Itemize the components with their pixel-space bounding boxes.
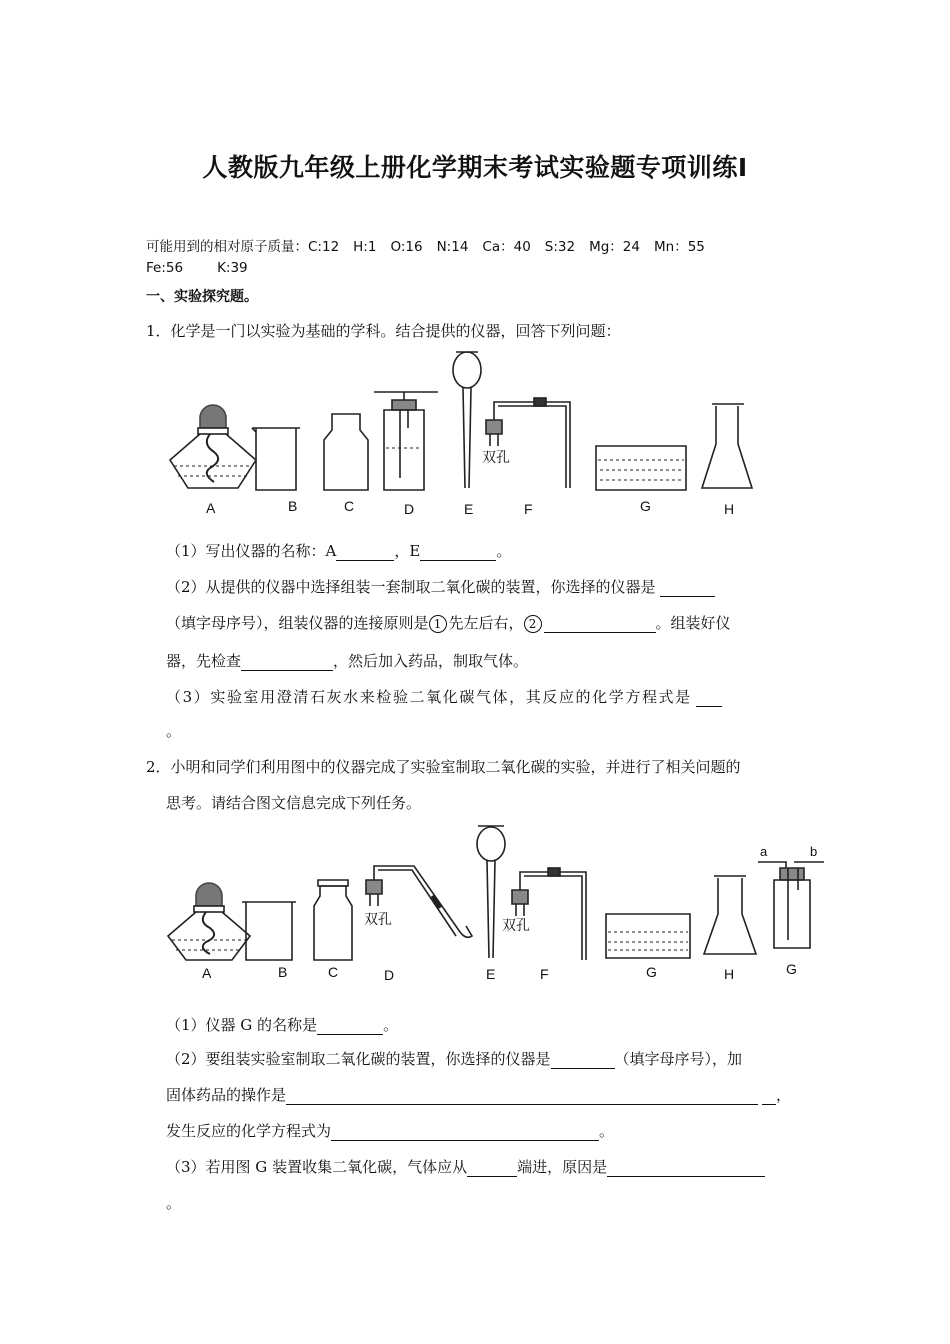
q2-sub2-text: 。	[599, 1122, 615, 1140]
q2-fig-label: B	[278, 964, 288, 980]
stopper-tube-icon	[486, 398, 570, 488]
separatory-funnel-icon	[477, 826, 505, 958]
q2-blank-operation-end	[762, 1089, 776, 1105]
q2-fig-label: E	[486, 966, 496, 982]
q2-sub2-line2	[166, 1084, 791, 1105]
q2-blank-operation[interactable]	[286, 1089, 758, 1105]
beaker-icon	[242, 902, 296, 960]
q2-sub2-text: （填字母序号），加	[614, 1050, 743, 1068]
wide-mouth-bottle-icon	[314, 880, 352, 960]
q1-sub2-text: ，然后加入药品，制取气体。	[333, 652, 529, 670]
q1-blank-check[interactable]	[241, 655, 333, 671]
q2-apparatus-figure	[160, 820, 840, 990]
q2-sub2-line1	[166, 1048, 742, 1069]
q2-stem-line2: 思考。请结合图文信息完成下列任务。	[166, 794, 422, 812]
q1-fig-label: F	[524, 501, 533, 517]
atomic-mass-line-1	[146, 235, 719, 255]
q1-blank-equation[interactable]	[696, 691, 722, 707]
atomic-mass-item: S:32	[544, 239, 576, 255]
q1-fig-label: G	[640, 498, 651, 514]
q2-fig-label: G	[786, 961, 797, 977]
port-b-label: b	[810, 844, 818, 859]
q2-sub1-text: 。	[383, 1016, 399, 1034]
alcohol-lamp-icon	[170, 405, 256, 488]
q1-blank-a[interactable]	[336, 545, 394, 561]
q1-fig-label: H	[724, 501, 735, 517]
q2-sub3-line2: 。	[166, 1194, 182, 1212]
page-title: 人教版九年级上册化学期末考试实验题专项训练Ⅰ	[202, 153, 748, 182]
q1-fig-label: A	[206, 500, 216, 516]
circle-number-2: 2	[524, 615, 542, 633]
conical-flask-icon	[704, 876, 756, 954]
q2-blank-equation[interactable]	[331, 1125, 599, 1141]
q1-sub1-text-b: ，E	[394, 542, 421, 560]
q2-blank-name[interactable]	[317, 1019, 383, 1035]
q2-fig-tube-text-1: 双孔	[364, 911, 392, 927]
q2-sub3-text: （3）若用图 G 装置收集二氧化碳，气体应从	[166, 1158, 468, 1176]
q2-sub1	[166, 1014, 398, 1035]
q2-blank-apparatus[interactable]	[551, 1053, 615, 1069]
q1-fig-label: B	[288, 498, 298, 514]
conical-flask-icon	[702, 404, 752, 488]
atomic-mass-item: C:12	[308, 239, 340, 255]
beaker-icon	[252, 428, 300, 490]
q2-blank-reason[interactable]	[607, 1161, 765, 1177]
water-trough-icon	[596, 446, 686, 490]
q2-sub3-line1	[166, 1156, 765, 1177]
q1-sub2-text: （填字母序号），组装仪器的连接原则是	[166, 614, 429, 632]
gas-collection-bottle-icon	[758, 862, 824, 948]
separatory-funnel-icon	[453, 352, 481, 488]
q2-fig-label: H	[724, 966, 735, 982]
q1-sub2-line2	[166, 612, 731, 633]
atomic-mass-item: H:1	[353, 239, 377, 255]
q2-fig-label: G	[646, 964, 657, 980]
q2-fig-label: A	[202, 965, 212, 981]
q1-sub3-line2: 。	[166, 722, 182, 740]
q1-fig-label: C	[344, 498, 355, 514]
water-trough-icon	[606, 914, 690, 958]
section-heading: 一、实验探究题。	[146, 289, 258, 305]
q1-sub2-text: 先左后右，	[448, 614, 524, 632]
q1-sub1	[166, 540, 511, 561]
q1-blank-apparatus[interactable]	[660, 581, 715, 597]
port-a-label: a	[760, 844, 768, 859]
q1-sub2-text: 器，先检查	[166, 652, 242, 670]
q1-sub1-text-a: （1）写出仪器的名称：A	[166, 542, 337, 560]
q2-fig-tube-text-2: 双孔	[502, 917, 530, 933]
q2-fig-label: F	[540, 966, 549, 982]
wide-mouth-bottle-icon	[324, 414, 368, 490]
q1-sub2-line3	[166, 650, 528, 671]
q2-sub2-text: 发生反应的化学方程式为	[166, 1122, 332, 1140]
circle-number-1: 1	[429, 615, 447, 633]
gas-washing-bottle-icon	[374, 392, 438, 490]
q2-stem-line1: 2．小明和同学们利用图中的仪器完成了实验室制取二氧化碳的实验，并进行了相关问题的	[146, 758, 741, 776]
alcohol-lamp-icon	[168, 883, 250, 960]
q2-sub2-text: ，	[776, 1086, 792, 1104]
atomic-mass-item: K:39	[217, 260, 248, 276]
atomic-mass-line-2	[146, 260, 262, 276]
q1-blank-principle[interactable]	[544, 617, 656, 633]
q1-sub1-text-c: 。	[496, 542, 512, 560]
q1-sub3-text: （3）实验室用澄清石灰水来检验二氧化碳气体，其反应的化学方程式是	[166, 688, 692, 706]
q1-sub2-text: 。组装好仪	[655, 614, 731, 632]
atomic-mass-item: Mn：55	[654, 239, 705, 255]
q2-sub3-text: 端进，原因是	[517, 1158, 608, 1176]
q1-sub2-line1	[166, 576, 715, 597]
atomic-mass-label: 可能用到的相对原子质量：	[146, 239, 308, 255]
atomic-mass-item: O:16	[390, 239, 423, 255]
q2-sub2-line3	[166, 1120, 614, 1141]
atomic-mass-item: N:14	[436, 239, 469, 255]
q1-blank-e[interactable]	[420, 545, 496, 561]
stopper-tube-icon	[512, 868, 586, 960]
q1-sub3-line1	[166, 686, 722, 707]
q1-fig-label: D	[404, 501, 415, 517]
q1-fig-tube-text: 双孔	[482, 449, 510, 465]
q2-blank-port[interactable]	[467, 1161, 517, 1177]
q1-fig-label: E	[464, 501, 474, 517]
q2-fig-label: C	[328, 964, 339, 980]
q1-sub2-text: （2）从提供的仪器中选择组装一套制取二氧化碳的装置，你选择的仪器是	[166, 578, 656, 596]
q1-stem: 1．化学是一门以实验为基础的学科。结合提供的仪器，回答下列问题：	[146, 322, 621, 340]
q2-sub2-text: 固体药品的操作是	[166, 1086, 287, 1104]
atomic-mass-item: Ca：40	[482, 239, 531, 255]
q2-sub2-text: （2）要组装实验室制取二氧化碳的装置，你选择的仪器是	[166, 1050, 551, 1068]
q1-apparatus-figure	[160, 348, 760, 523]
q2-sub1-text: （1）仪器 G 的名称是	[166, 1016, 318, 1034]
q2-fig-label: D	[384, 967, 395, 983]
atomic-mass-item: Mg：24	[589, 239, 640, 255]
atomic-mass-item: Fe:56	[146, 260, 184, 276]
